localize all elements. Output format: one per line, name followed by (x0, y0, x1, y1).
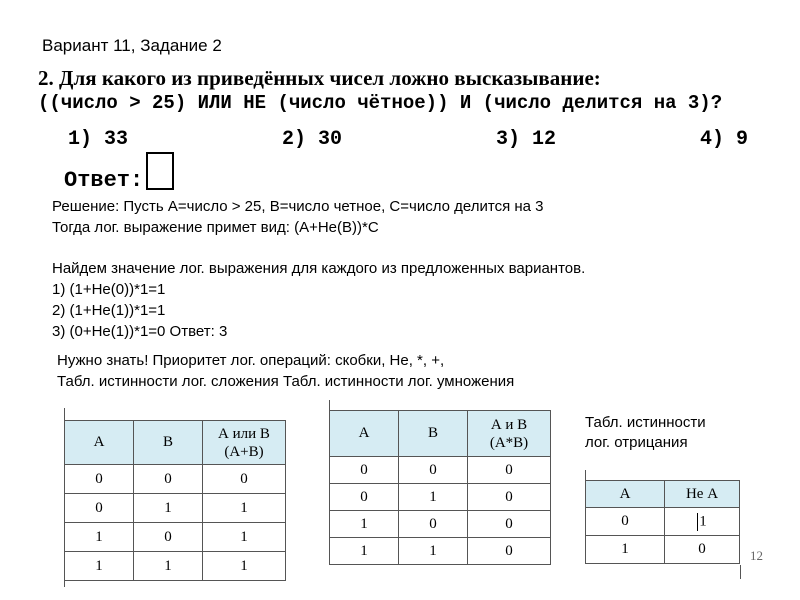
and-cell: 0 (399, 511, 468, 538)
not-truth-table (585, 480, 740, 564)
solution-line: Тогда лог. выражение примет вид: (А+Не(В))*С (52, 219, 379, 236)
and-cell: 0 (330, 457, 399, 484)
and-cell: 0 (468, 457, 551, 484)
answer-box[interactable] (146, 152, 174, 190)
and-cell: 0 (468, 538, 551, 565)
or-cell: 1 (203, 523, 286, 552)
or-cell: 0 (203, 465, 286, 494)
or-cell: 0 (65, 494, 134, 523)
slide-title: Вариант 11, Задание 2 (42, 36, 222, 55)
or-cell: 0 (134, 523, 203, 552)
or-header-result: А или В (А+В) (203, 421, 286, 465)
answer-label: Ответ: (64, 168, 144, 193)
solution-line: 3) (0+Не(1))*1=0 Ответ: 3 (52, 323, 228, 340)
answer-option-3: 3) 12 (496, 128, 557, 151)
or-cell: 0 (134, 465, 203, 494)
table-edge (585, 470, 586, 480)
not-cell-value: 1 (699, 512, 707, 529)
page-number: 12 (750, 548, 763, 563)
table-edge (64, 408, 65, 420)
or-cell: 1 (134, 552, 203, 581)
or-header-b: В (134, 421, 203, 465)
table-edge (64, 577, 65, 587)
not-header-result: Не А (665, 481, 740, 508)
and-header-a: А (330, 411, 399, 457)
and-cell: 0 (468, 511, 551, 538)
solution-line: Найдем значение лог. выражения для каждого из предложенных вариантов. (52, 260, 586, 277)
and-cell: 1 (399, 484, 468, 511)
note-line: Нужно знать! Приоритет лог. операций: скобки, Не, *, +, (57, 352, 445, 369)
answer-option-2: 2) 30 (282, 128, 343, 151)
solution-line: 1) (1+Не(0))*1=1 (52, 281, 166, 298)
not-cell: 0 (586, 508, 665, 536)
not-header-a: А (586, 481, 665, 508)
and-cell: 0 (330, 484, 399, 511)
solution-line: Решение: Пусть А=число > 25, В=число четное, С=число делится на 3 (52, 198, 544, 215)
answer-option-1: 1) 33 (68, 128, 129, 151)
not-cell: 0 (665, 536, 740, 564)
or-cell: 1 (65, 523, 134, 552)
and-cell: 1 (399, 538, 468, 565)
and-cell: 1 (330, 511, 399, 538)
table-edge (329, 400, 330, 410)
or-cell: 1 (65, 552, 134, 581)
and-header-b: В (399, 411, 468, 457)
and-header-result: А и В (А*В) (468, 411, 551, 457)
not-cell: 1 (586, 536, 665, 564)
not-table-caption: Табл. истинности лог. отрицания (585, 414, 706, 451)
note-line: Табл. истинности лог. сложения Табл. истинности лог. умножения (57, 373, 515, 390)
or-cell: 0 (65, 465, 134, 494)
and-truth-table (329, 410, 551, 565)
and-cell: 0 (468, 484, 551, 511)
or-header-a: А (65, 421, 134, 465)
task-expression: ((число > 25) ИЛИ НЕ (число чётное)) И (число делится на 3)? (38, 92, 723, 114)
answer-option-4: 4) 9 (700, 128, 749, 151)
or-cell: 1 (203, 552, 286, 581)
or-truth-table (64, 420, 286, 581)
and-cell: 1 (330, 538, 399, 565)
or-cell: 1 (134, 494, 203, 523)
and-cell: 0 (399, 457, 468, 484)
not-cell (665, 508, 740, 536)
or-cell: 1 (203, 494, 286, 523)
task-question: 2. Для какого из приведённых чисел ложно высказывание: (38, 66, 601, 90)
solution-line: 2) (1+Не(1))*1=1 (52, 302, 166, 319)
table-edge (740, 565, 741, 579)
